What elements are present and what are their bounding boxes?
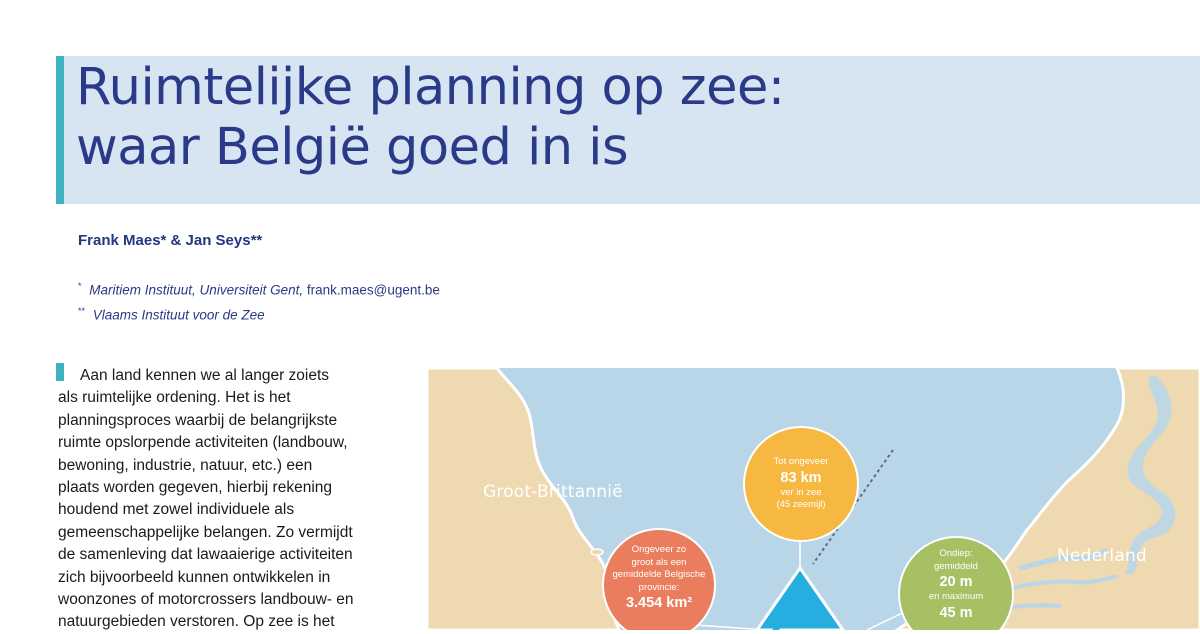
area-line4: provincie: — [638, 581, 680, 593]
body-line: Aan land kennen we al langer zoiets — [80, 367, 330, 384]
body-line: gemeenschappelijke belangen. Zo vermijdt — [58, 523, 353, 541]
body-line: zich bijvoorbeeld kunnen ontwikkelen in — [58, 568, 331, 586]
area-line1: Ongeveer zo — [631, 544, 687, 555]
depth-line1: Ondiep: — [939, 548, 973, 559]
authors: Frank Maes* & Jan Seys** — [78, 232, 263, 249]
area-bubble — [602, 528, 716, 630]
distance-line2: ver in zee — [780, 486, 822, 498]
depth-value-max: 45 m — [939, 604, 973, 621]
distance-line1: Tot ongeveer — [773, 456, 829, 468]
depth-value-average: 20 m — [939, 574, 973, 590]
body-line: de samenleving dat lawaaierige activiteiten — [58, 546, 353, 564]
title-line-2: waar België goed in is — [76, 118, 629, 177]
body-line: woonzones of motorcrossers landbouw- en — [58, 591, 354, 609]
uk-island — [591, 549, 603, 555]
area-value: 3.454 km² — [625, 595, 693, 611]
article-title — [76, 58, 785, 178]
distance-line3: (45 zeemijl) — [776, 499, 826, 511]
affiliation-1 — [78, 276, 440, 301]
title-accent-bar — [56, 56, 64, 204]
body-line: bewoning, industrie, natuur, etc.) een — [58, 456, 313, 474]
body-line: plaats worden gegeven, hierbij rekening — [58, 479, 333, 497]
affiliation-institution: Vlaams Instituut voor de Zee — [92, 307, 265, 322]
distance-bubble — [743, 426, 859, 542]
affiliation-marker: ** — [78, 305, 86, 316]
depth-line2: gemiddeld — [934, 560, 978, 572]
title-line-1: Ruimtelijke planning op zee: — [76, 58, 785, 117]
body-line: houdend met zowel individuele als — [58, 501, 295, 519]
body-line: planningsproces waarbij de belangrijkste — [58, 411, 338, 429]
body-line: als ruimtelijke ordening. Het is het — [58, 389, 291, 407]
affiliation-email[interactable]: frank.maes@ugent.be — [306, 282, 440, 298]
affiliations — [78, 276, 440, 325]
affiliation-institution: Maritiem Instituut, Universiteit Gent, — [89, 282, 304, 298]
body-paragraph — [58, 365, 408, 634]
country-label-nl: Nederland — [1057, 546, 1147, 566]
body-line: natuurgebieden verstoren. Op zee is het — [58, 613, 335, 631]
distance-value: 83 km — [780, 469, 822, 486]
body-line: ruimte opslorpende activiteiten (landbouw, — [58, 434, 348, 452]
affiliation-marker: * — [78, 281, 82, 291]
belgian-marine-zone — [757, 568, 843, 630]
depth-line3: en maximum — [928, 591, 984, 602]
north-sea-map — [427, 368, 1200, 630]
affiliation-2 — [78, 301, 440, 326]
area-line3: gemiddelde Belgische — [612, 569, 706, 580]
country-label-uk: Groot-Brittannië — [483, 482, 623, 502]
area-line2: groot als een — [631, 556, 687, 568]
